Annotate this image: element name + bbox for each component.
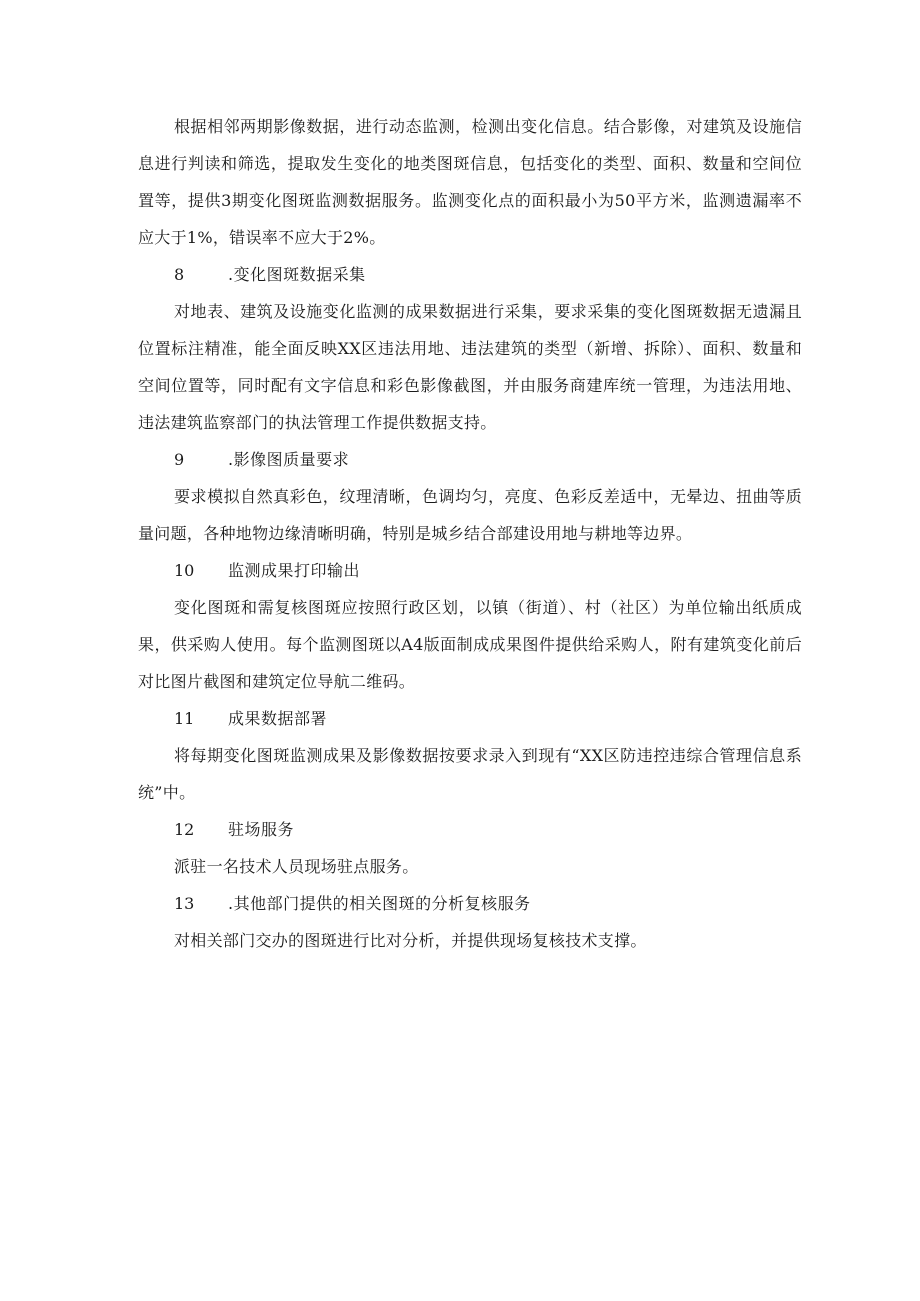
section-number: 13 bbox=[174, 894, 195, 913]
section-title: .变化图斑数据采集 bbox=[228, 265, 366, 284]
section-heading-11 bbox=[138, 700, 802, 737]
section-heading-9 bbox=[138, 441, 802, 478]
section-body-9: 要求模拟自然真彩色，纹理清晰，色调均匀，亮度、色彩反差适中，无晕边、扭曲等质量问题，各种地物边缘清晰明确，特别是城乡结合部建设用地与耕地等边界。 bbox=[138, 487, 802, 543]
section-title: 监测成果打印输出 bbox=[228, 561, 361, 580]
section-heading-12 bbox=[138, 811, 802, 848]
section-heading-13 bbox=[138, 885, 802, 922]
section-heading-10 bbox=[138, 552, 802, 589]
section-title: 驻场服务 bbox=[228, 820, 295, 839]
section-number: 8 bbox=[174, 265, 185, 284]
section-body-8: 对地表、建筑及设施变化监测的成果数据进行采集，要求采集的变化图斑数据无遗漏且位置标注精准，能全面反映XX区违法用地、违法建筑的类型（新增、拆除）、面积、数量和空间位置等，同时配有文字信息和彩色影像截图，并由服务商建库统一管理，为违法用地、违法建筑监察部门的执法管理工作提供数据支持。 bbox=[138, 302, 802, 432]
section-heading-8 bbox=[138, 256, 802, 293]
section-body-10: 变化图斑和需复核图斑应按照行政区划，以镇（街道）、村（社区）为单位输出纸质成果，供采购人使用。每个监测图斑以A4版面制成成果图件提供给采购人，附有建筑变化前后对比图片截图和建筑定位导航二维码。 bbox=[138, 598, 802, 691]
section-number: 10 bbox=[174, 561, 195, 580]
section-title: .影像图质量要求 bbox=[228, 450, 350, 469]
section-body-11: 将每期变化图斑监测成果及影像数据按要求录入到现有“XX区防违控违综合管理信息系统”中。 bbox=[138, 746, 802, 802]
section-body-13: 对相关部门交办的图斑进行比对分析，并提供现场复核技术支撑。 bbox=[174, 931, 647, 950]
section-title: 成果数据部署 bbox=[228, 709, 328, 728]
document-page bbox=[138, 108, 802, 959]
section-body-12: 派驻一名技术人员现场驻点服务。 bbox=[174, 857, 419, 876]
section-number: 12 bbox=[174, 820, 195, 839]
section-number: 9 bbox=[174, 450, 185, 469]
section-number: 11 bbox=[174, 709, 195, 728]
intro-paragraph: 根据相邻两期影像数据，进行动态监测，检测出变化信息。结合影像，对建筑及设施信息进行判读和筛选，提取发生变化的地类图斑信息，包括变化的类型、面积、数量和空间位置等，提供3期变化图斑监测数据服务。监测变化点的面积最小为50平方米，监测遗漏率不应大于1%，错误率不应大于2%。 bbox=[138, 117, 802, 247]
section-title: .其他部门提供的相关图斑的分析复核服务 bbox=[228, 894, 531, 913]
